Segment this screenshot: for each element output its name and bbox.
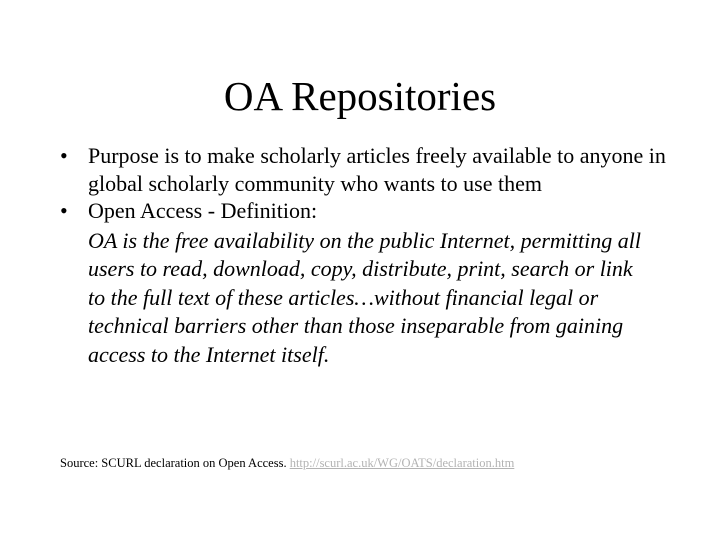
- bullet-item-definition: [60, 197, 680, 225]
- definition-quote: OA is the free availability on the public Internet, permitting all users to read, download, copy, distribute, print, search or link to the full text of these articles…without financial legal or technical barriers other than those inseparable from gaining access to the Internet itself.: [88, 227, 641, 367]
- bullet-item-purpose: [60, 142, 680, 197]
- source-note: [60, 455, 514, 471]
- source-link[interactable]: http://scurl.ac.uk/WG/OATS/declaration.htm: [289, 456, 515, 470]
- slide-title: OA Repositories: [223, 73, 497, 119]
- bullet-text: Open Access - Definition:: [88, 198, 318, 223]
- bullet-text: Purpose is to make scholarly articles freely available to anyone in global scholarly community who wants to use them: [88, 143, 666, 196]
- bullet-icon: •: [60, 198, 68, 223]
- bullet-icon: •: [60, 143, 68, 168]
- bullet-list: [60, 142, 680, 369]
- source-label: Source: SCURL declaration on Open Access.: [60, 456, 287, 470]
